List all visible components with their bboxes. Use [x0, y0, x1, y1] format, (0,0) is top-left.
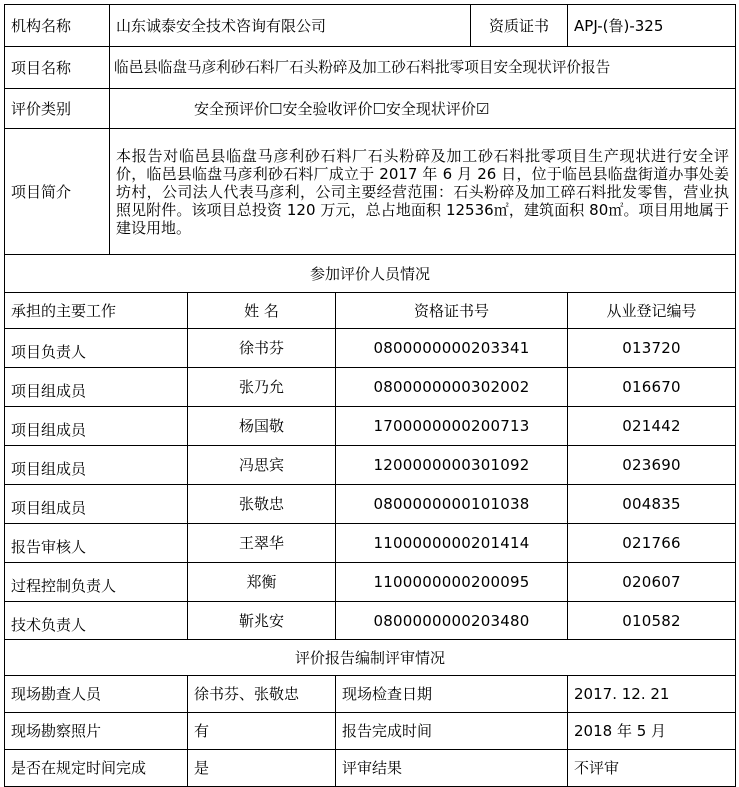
intro-label: 项目简介 [5, 129, 110, 255]
person-name: 郑衡 [188, 563, 336, 602]
person-role: 项目组成员 [5, 368, 188, 407]
person-reg: 016670 [568, 368, 736, 407]
eval-type-value: 安全预评价☐安全验收评价☐安全现状评价☑ [110, 89, 736, 129]
personnel-title: 参加评价人员情况 [5, 255, 736, 293]
person-name: 靳兆安 [188, 602, 336, 640]
person-role: 项目负责人 [5, 329, 188, 368]
person-role: 技术负责人 [5, 602, 188, 640]
table-row [5, 524, 736, 563]
person-reg: 021766 [568, 524, 736, 563]
person-role: 报告审核人 [5, 524, 188, 563]
review-value: 2018 年 5 月 [568, 713, 736, 750]
person-role: 项目组成员 [5, 485, 188, 524]
review-value: 徐书芬、张敬忠 [188, 676, 336, 713]
person-cert: 1100000000200095 [336, 563, 568, 602]
table-row [5, 368, 736, 407]
table-row [5, 446, 736, 485]
org-label: 机构名称 [5, 5, 110, 47]
review-label: 现场检查日期 [336, 676, 568, 713]
intro-text: 本报告对临邑县临盘马彦利砂石料厂石头粉碎及加工砂石料批零项目生产现状进行安全评价，临邑县临盘马彦利砂石料厂成立于 2017 年 6 月 26 日，位于临邑县临盘街道办事处姜坊村，公司法人代表马彦利，公司主要经营范围：石头粉碎及加工碎石料批发零售，营业执照见附件。该项目总投资 120 万元，总占地面积 12536㎡，建筑面积 80㎡。项目用地属于建设用地。 [110, 129, 736, 255]
intro-row [5, 129, 736, 255]
review-value: 是 [188, 750, 336, 787]
review-value: 有 [188, 713, 336, 750]
person-role: 过程控制负责人 [5, 563, 188, 602]
review-value: 不评审 [568, 750, 736, 787]
person-reg: 020607 [568, 563, 736, 602]
person-name: 杨国敬 [188, 407, 336, 446]
header-cert: 资格证书号 [336, 293, 568, 329]
person-name: 冯思宾 [188, 446, 336, 485]
cert-value: APJ-(鲁)-325 [568, 5, 736, 47]
person-name: 徐书芬 [188, 329, 336, 368]
report-info-table [4, 4, 736, 787]
table-row [5, 563, 736, 602]
header-name: 姓 名 [188, 293, 336, 329]
person-reg: 010582 [568, 602, 736, 640]
project-label: 项目名称 [5, 47, 110, 89]
review-label: 是否在规定时间完成 [5, 750, 188, 787]
person-reg: 004835 [568, 485, 736, 524]
table-row [5, 485, 736, 524]
person-role: 项目组成员 [5, 407, 188, 446]
person-cert: 0800000000203341 [336, 329, 568, 368]
person-name: 张乃允 [188, 368, 336, 407]
project-row [5, 47, 736, 89]
person-cert: 0800000000203480 [336, 602, 568, 640]
table-row [5, 407, 736, 446]
personnel-header-row [5, 293, 736, 329]
table-row [5, 329, 736, 368]
person-cert: 1700000000200713 [336, 407, 568, 446]
person-reg: 013720 [568, 329, 736, 368]
person-name: 王翠华 [188, 524, 336, 563]
review-row [5, 750, 736, 787]
review-title-row [5, 640, 736, 676]
review-row [5, 676, 736, 713]
review-label: 现场勘察照片 [5, 713, 188, 750]
eval-type-label: 评价类别 [5, 89, 110, 129]
eval-type-row [5, 89, 736, 129]
org-value: 山东诚泰安全技术咨询有限公司 [110, 5, 471, 47]
person-reg: 023690 [568, 446, 736, 485]
review-value: 2017. 12. 21 [568, 676, 736, 713]
header-role: 承担的主要工作 [5, 293, 188, 329]
review-title: 评价报告编制评审情况 [5, 640, 736, 676]
personnel-title-row [5, 255, 736, 293]
review-label: 评审结果 [336, 750, 568, 787]
person-cert: 1200000000301092 [336, 446, 568, 485]
person-reg: 021442 [568, 407, 736, 446]
person-cert: 1100000000201414 [336, 524, 568, 563]
header-reg: 从业登记编号 [568, 293, 736, 329]
person-role: 项目组成员 [5, 446, 188, 485]
org-row [5, 5, 736, 47]
cert-label: 资质证书 [471, 5, 568, 47]
review-label: 报告完成时间 [336, 713, 568, 750]
table-row [5, 602, 736, 640]
project-value: 临邑县临盘马彦利砂石料厂石头粉碎及加工砂石料批零项目安全现状评价报告 [110, 47, 736, 89]
review-label: 现场勘查人员 [5, 676, 188, 713]
person-cert: 0800000000101038 [336, 485, 568, 524]
review-row [5, 713, 736, 750]
person-cert: 0800000000302002 [336, 368, 568, 407]
person-name: 张敬忠 [188, 485, 336, 524]
